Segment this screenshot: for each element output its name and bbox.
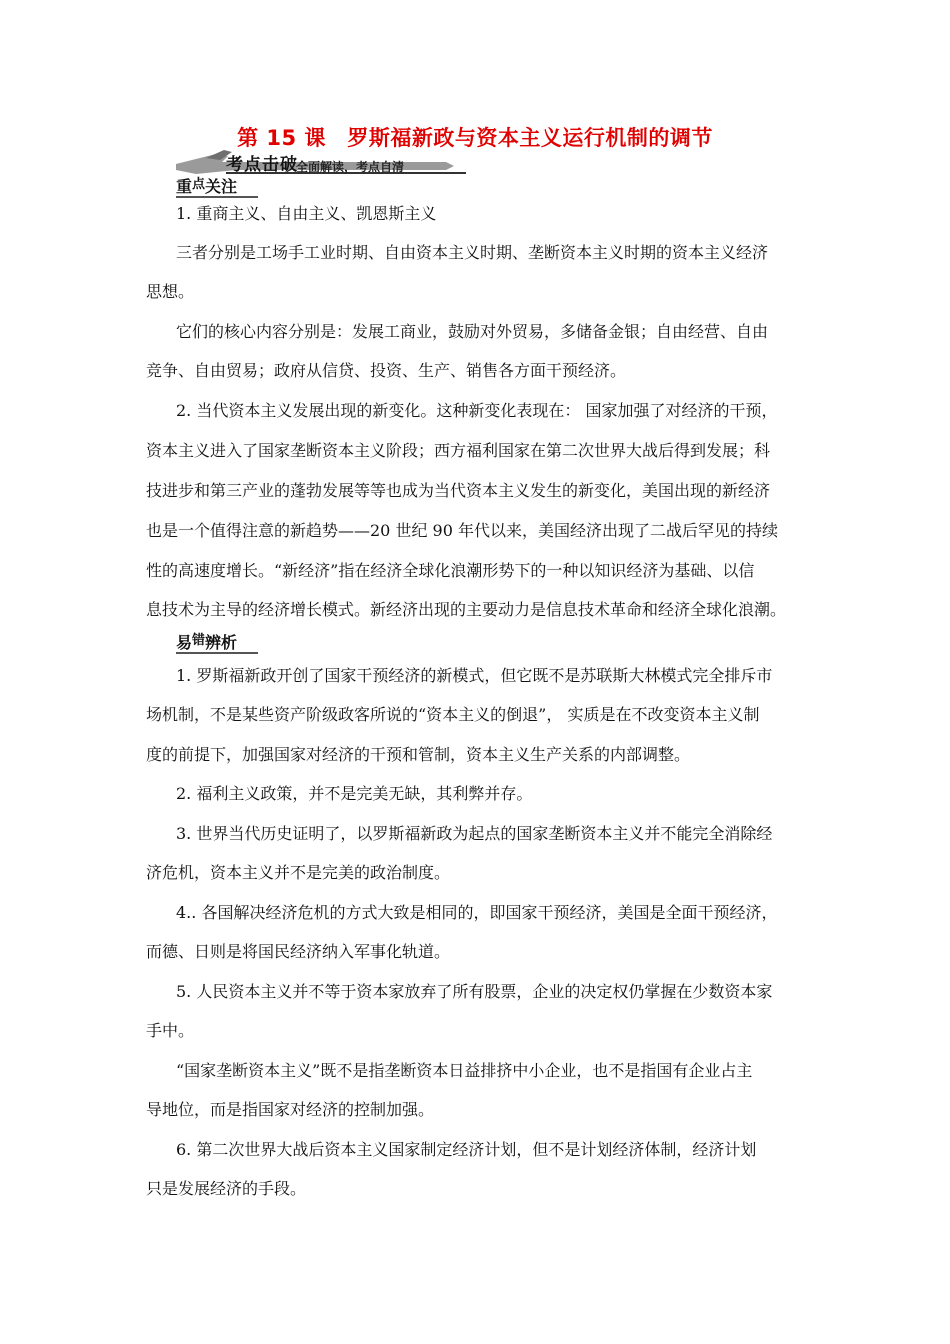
text-line: 1. 罗斯福新政开创了国家干预经济的新模式，但它既不是苏联斯大林模式完全排斥市: [176, 666, 773, 685]
subheading-rest: 辨析: [205, 633, 238, 652]
subheading-char-2: 错: [192, 633, 206, 648]
text-line: “国家垄断资本主义”既不是指垄断资本日益排挤中小企业，也不是指国有企业占主: [176, 1061, 753, 1080]
text-line: 1. 重商主义、自由主义、凯恩斯主义: [176, 204, 437, 223]
text-line: 而德、日则是将国民经济纳入军事化轨道。: [146, 942, 451, 961]
text-line: 竞争、自由贸易；政府从信贷、投资、生产、销售各方面干预经济。: [146, 361, 627, 380]
text-line: 它们的核心内容分别是：发展工商业，鼓励对外贸易，多储备金银；自由经营、自由: [176, 322, 769, 341]
text-line: 也是一个值得注意的新趋势——20 世纪 90 年代以来，美国经济出现了二战后罕见的持续: [146, 521, 778, 540]
text-line: 4.. 各国解决经济危机的方式大致是相同的，即国家干预经济，美国是全面干预经济，: [176, 903, 778, 922]
text-line: 6. 第二次世界大战后资本主义国家制定经济计划，但不是计划经济体制，经济计划: [176, 1140, 757, 1159]
banner-title: 考点击破: [226, 155, 298, 175]
subheading-char-1: 重: [176, 177, 193, 196]
text-line: 息技术为主导的经济增长模式。新经济出现的主要动力是信息技术革命和经济全球化浪潮。: [146, 600, 787, 619]
text-line: 5. 人民资本主义并不等于资本家放弃了所有股票，企业的决定权仍掌握在少数资本家: [176, 982, 773, 1001]
text-line: 导地位，而是指国家对经济的控制加强。: [146, 1100, 435, 1119]
text-line: 2. 当代资本主义发展出现的新变化。这种新变化表现在： 国家加强了对经济的干预，: [176, 401, 778, 420]
text-line: 技进步和第三产业的蓬勃发展等等也成为当代资本主义发生的新变化，美国出现的新经济: [146, 481, 771, 500]
text-line: 2. 福利主义政策，并不是完美无缺，其利弊并存。: [176, 784, 533, 803]
subheading-char-1: 易: [176, 633, 193, 652]
subheading-key-focus: [176, 174, 237, 197]
banner-subtitle: 全面解读，考点自清: [296, 160, 405, 174]
subheading-rule: [176, 196, 258, 198]
page-title: 第 15 课 罗斯福新政与资本主义运行机制的调节: [237, 126, 713, 150]
text-line: 度的前提下，加强国家对经济的干预和管制，资本主义生产关系的内部调整。: [146, 745, 691, 764]
subheading-rule: [176, 652, 258, 654]
text-line: 场机制，不是某些资产阶级政客所说的“资本主义的倒退”， 实质是在不改变资本主义制: [146, 705, 760, 724]
subheading-rest: 关注: [205, 177, 238, 196]
text-line: 济危机，资本主义并不是完美的政治制度。: [146, 863, 451, 882]
text-line: 手中。: [146, 1021, 195, 1040]
text-line: 3. 世界当代历史证明了，以罗斯福新政为起点的国家垄断资本主义并不能完全消除经: [176, 824, 773, 843]
text-line: 只是发展经济的手段。: [146, 1179, 307, 1198]
text-line: 思想。: [146, 282, 195, 301]
text-line: 性的高速度增长。“新经济”指在经济全球化浪潮形势下的一种以知识经济为基础、以信: [146, 561, 755, 580]
text-line: 三者分别是工场手工业时期、自由资本主义时期、垄断资本主义时期的资本主义经济: [176, 243, 769, 262]
text-line: 资本主义进入了国家垄断资本主义阶段；西方福利国家在第二次世界大战后得到发展；科: [146, 441, 771, 460]
subheading-error-analysis: [176, 630, 237, 653]
subheading-char-2: 点: [192, 177, 206, 192]
